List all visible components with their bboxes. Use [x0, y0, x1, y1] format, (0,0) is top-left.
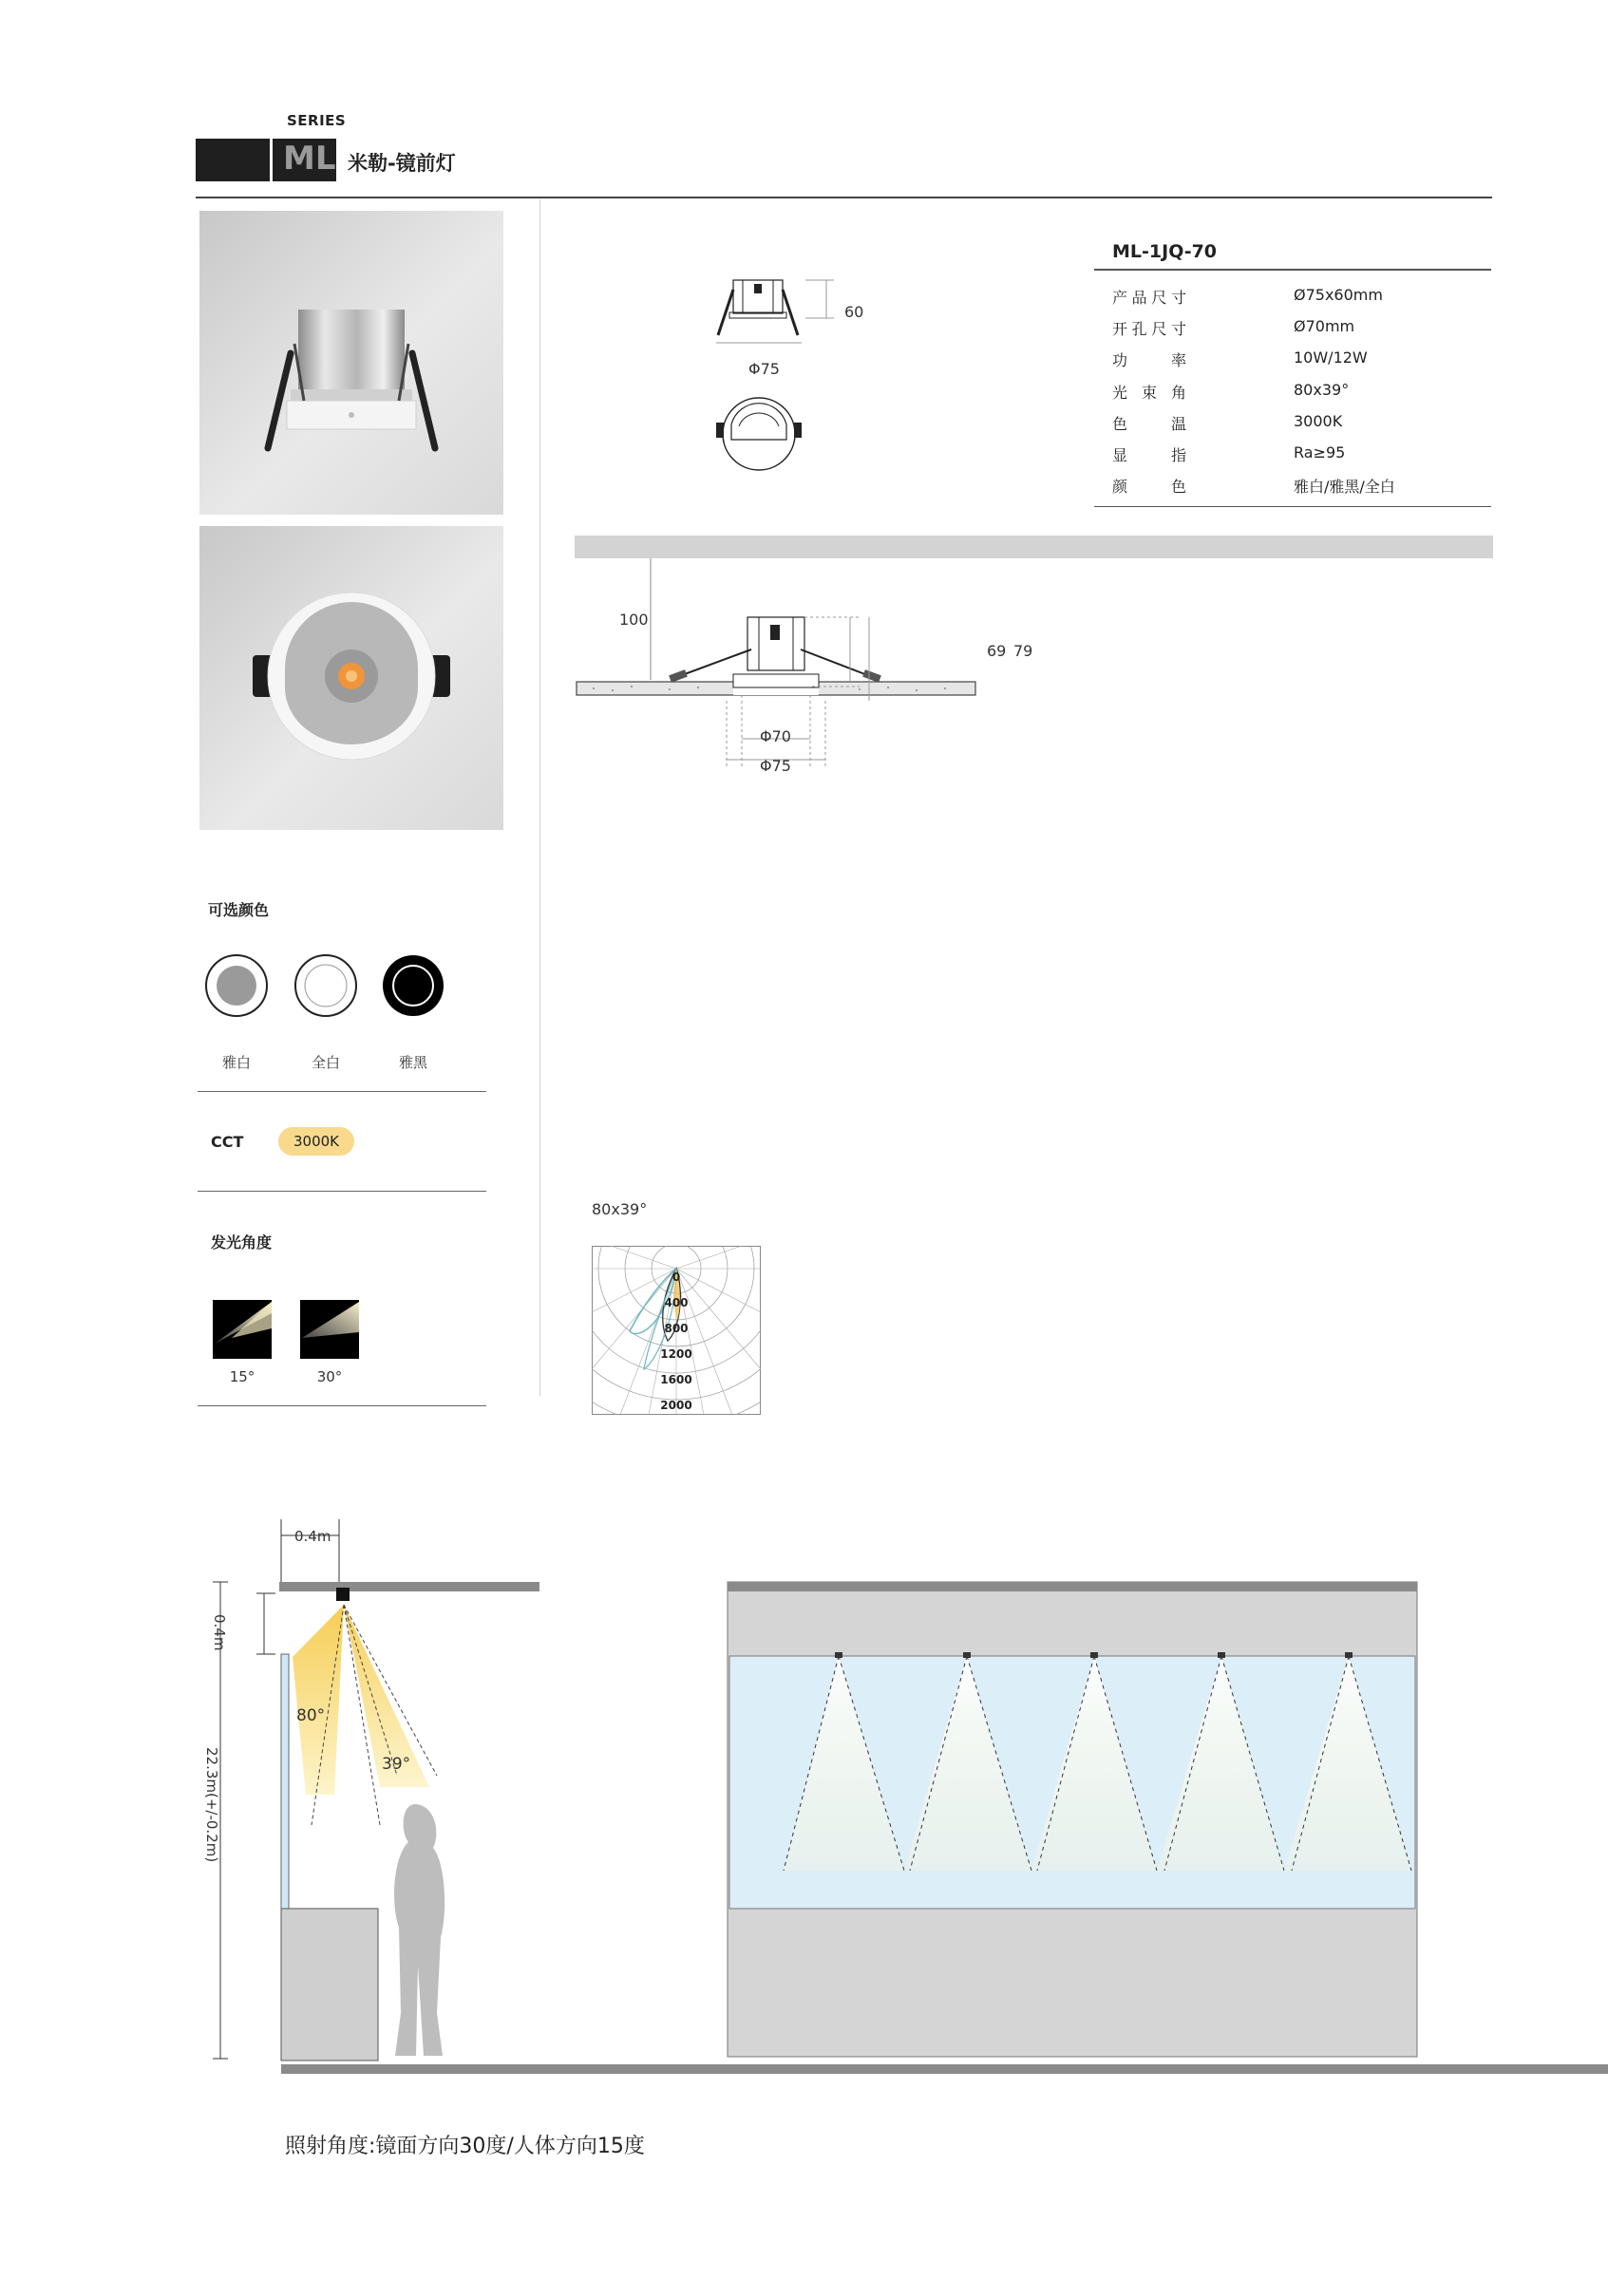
spec-table-top-rule	[1094, 269, 1491, 271]
panel-rule	[198, 1405, 486, 1406]
scene-angle-80: 80°	[296, 1706, 326, 1725]
model-number: ML-1JQ-70	[1112, 241, 1218, 262]
swatch-label-full-white: 全白	[311, 1054, 340, 1071]
polar-ring-2000: 2000	[660, 1399, 692, 1412]
cct-label: CCT	[211, 1133, 244, 1151]
product-side-illustration	[199, 211, 503, 515]
product-photo-front	[199, 526, 503, 830]
header-bar-divider	[270, 139, 273, 181]
spec-value-cutout-size: Ø70mm	[1294, 317, 1355, 335]
dim-diameter-75: Φ75	[760, 757, 791, 775]
polar-ring-0: 0	[672, 1270, 681, 1284]
polar-ring-400: 400	[664, 1296, 689, 1309]
angle-label-30: 30°	[316, 1368, 343, 1385]
spec-table-bottom-rule	[1094, 506, 1491, 507]
spec-label-beam-angle: 光束角	[1112, 384, 1186, 402]
angle-title: 发光角度	[211, 1233, 273, 1252]
swatch-elegant-white[interactable]	[203, 952, 270, 1019]
polar-ring-800: 800	[664, 1322, 689, 1335]
swatch-label-elegant-black: 雅黑	[398, 1054, 427, 1071]
product-photo-side	[199, 211, 503, 515]
cct-badge[interactable]: 3000K	[278, 1127, 354, 1156]
product-front-illustration	[199, 526, 503, 830]
spec-label-product-size: 产品尺寸	[1112, 289, 1186, 307]
spec-label-cri: 显指	[1112, 446, 1186, 464]
spec-label-power: 功率	[1112, 351, 1186, 369]
scene-offset-label: 0.4m	[294, 1528, 331, 1545]
scene-drop-label: 0.4m	[211, 1614, 228, 1651]
installation-drawing	[575, 558, 1021, 786]
spec-value-product-size: Ø75x60mm	[1294, 286, 1383, 304]
product-name: 米勒-镜前灯	[348, 152, 456, 175]
spec-label-color-temp: 色温	[1112, 415, 1186, 433]
panel-rule	[198, 1091, 486, 1092]
colors-title: 可选颜色	[208, 901, 270, 919]
spec-value-color-temp: 3000K	[1294, 412, 1343, 430]
dim-height-79: 79	[1013, 642, 1033, 660]
spec-value-power: 10W/12W	[1294, 348, 1368, 367]
column-divider	[539, 199, 540, 1396]
series-code: ML	[283, 140, 336, 178]
polar-ring-1200: 1200	[660, 1347, 692, 1361]
spec-label-cutout-size: 开孔尺寸	[1112, 320, 1186, 338]
dim-cutout-70: Φ70	[760, 727, 791, 745]
section-band	[575, 536, 1493, 558]
spec-label-finish: 颜色	[1112, 478, 1186, 496]
spec-value-cri: Ra≥95	[1294, 443, 1346, 461]
spec-value-finish: 雅白/雅黑/全白	[1294, 478, 1395, 496]
series-label: SERIES	[287, 112, 347, 129]
polar-ring-1600: 1600	[660, 1373, 692, 1386]
header-rule	[196, 197, 1492, 198]
beam-angle-30-icon[interactable]	[300, 1300, 359, 1359]
dim-height-69: 69	[987, 642, 1007, 660]
application-scene	[199, 1519, 1608, 2089]
spec-value-beam-angle: 80x39°	[1294, 381, 1350, 399]
illumination-caption: 照射角度:镜面方向30度/人体方向15度	[285, 2135, 645, 2158]
swatch-elegant-black[interactable]	[380, 952, 446, 1019]
swatch-full-white[interactable]	[293, 952, 359, 1019]
scene-height-label: 22.3m(+/-0.2m)	[203, 1747, 220, 1863]
scene-angle-39: 39°	[382, 1755, 411, 1774]
beam-angle-15-icon[interactable]	[213, 1300, 272, 1359]
swatch-label-elegant-white: 雅白	[221, 1054, 251, 1071]
dim-height-60: 60	[844, 303, 864, 321]
dim-ceiling-100: 100	[619, 611, 649, 629]
dim-diameter-75: Φ75	[748, 360, 780, 378]
polar-beam-label: 80x39°	[592, 1200, 648, 1218]
panel-rule	[198, 1191, 486, 1192]
angle-label-15: 15°	[229, 1368, 255, 1385]
